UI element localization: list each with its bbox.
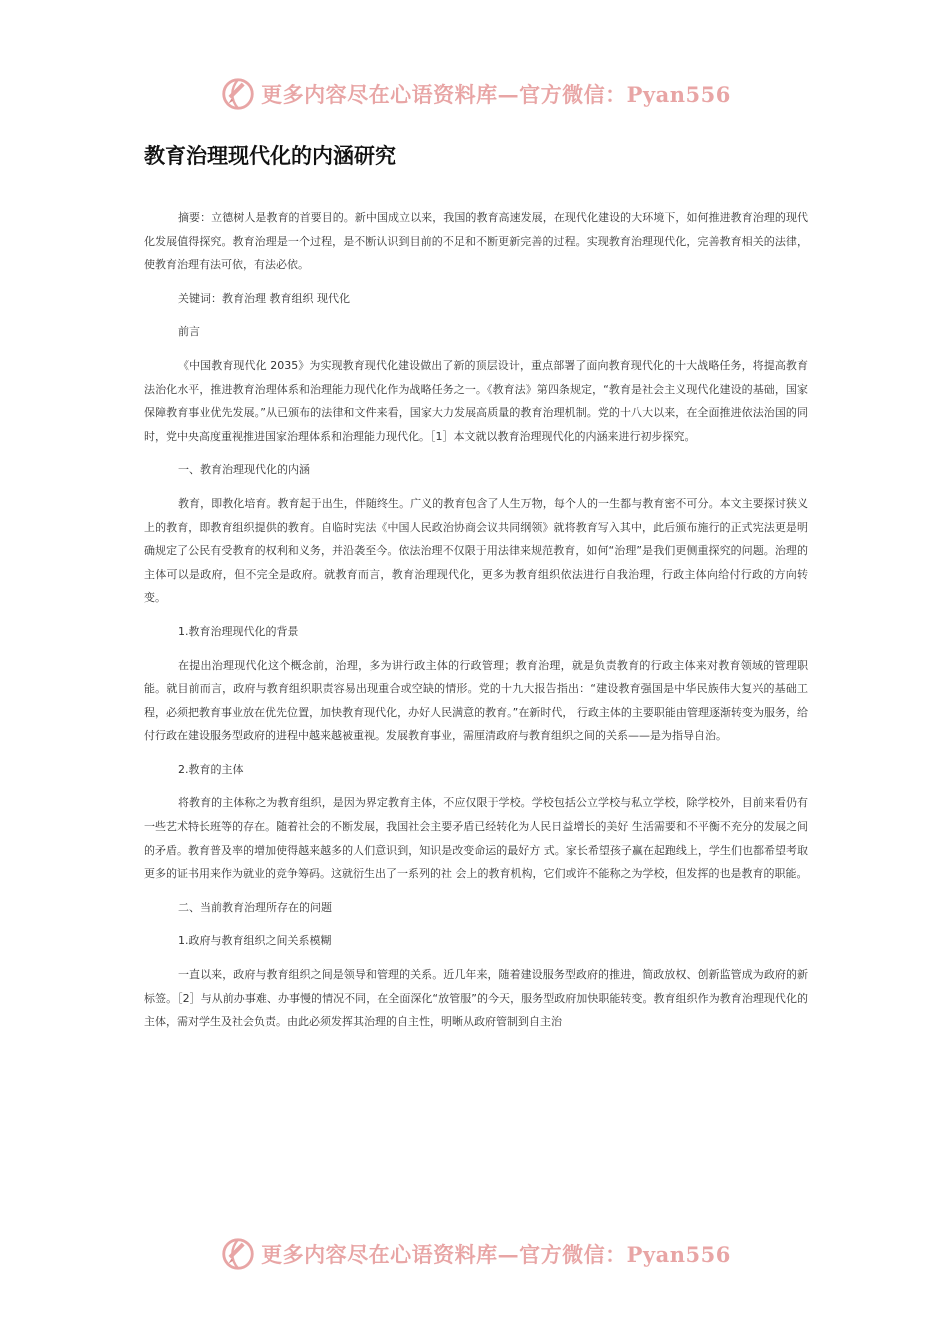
body-paragraph: 教育，即教化培育。教育起于出生，伴随终生。广义的教育包含了人生万物，每个人的一生都与教育密不可分。本文主要探讨狭义上的教育，即教育组织提供的教育。自临时宪法《中国人民政治协商会议共同纲领》就将教育写入其中，此后颁布施行的正式宪法更是明确规定了公民有受教育的权利和义务，并沿袭至今。依法治理不仅限于用法律来规范教育，如何“治理”是我们更侧重探究的问题。治理的主体可以是政府，但不完全是政府。就教育而言，教育治理现代化，更多为教育组织依法进行自我治理，行政主体向给付行政的方向转变。 — [144, 496, 808, 605]
body-paragraph: 将教育的主体称之为教育组织，是因为界定教育主体，不应仅限于学校。学校包括公立学校与私立学校，除学校外，目前来看仍有一些艺术特长班等的存在。随着社会的不断发展，我国社会主要矛盾已经转化为人民日益增长的美好 生活需要和不平衡不充分的发展之间的矛盾。教育普及率的增加使得越来越多的人们意识到，知识是改变命运的最好方 式。家长希望孩子赢在起跑线上，学生们也都希望考取更多的证书用来作为就业的竞争筹码。这就衍生出了一系列的社 会上的教育机构，它们或许不能称之为学校，但发挥的也是教育的职能。 — [144, 796, 808, 881]
body-paragraph: 一直以来，政府与教育组织之间是领导和管理的关系。近几年来，随着建设服务型政府的推进，简政放权、创新监管成为政府的新标签。［2］与从前办事难、办事慢的情况不同，在全面深化“放管服”的今天，服务型政府加快职能转变。教育组织作为教育治理现代化的主体，需对学生及社会负责。由此必须发挥其治理的自主性，明晰从政府管制到自主治 — [144, 968, 808, 1029]
header-banner — [0, 72, 950, 116]
subsection-heading: 1.政府与教育组织之间关系模糊 — [178, 934, 332, 948]
brand-logo-icon — [219, 75, 257, 113]
footer-banner — [0, 1232, 950, 1276]
abstract-paragraph: 摘要：立德树人是教育的首要目的。新中国成立以来，我国的教育高速发展，在现代化建设的大环境下，如何推进教育治理的现代化发展值得探究。教育治理是一个过程，是不断认识到目前的不足和不断更新完善的过程。实现教育治理现代化，完善教育相关的法律，使教育治理有法可依，有法必依。 — [144, 211, 808, 272]
banner-text: 更多内容尽在心语资料库—官方微信：Pyan556 — [261, 82, 731, 107]
banner-text: 更多内容尽在心语资料库—官方微信：Pyan556 — [261, 1242, 731, 1267]
subsection-heading: 1.教育治理现代化的背景 — [178, 624, 299, 638]
section-heading: 一、教育治理现代化的内涵 — [178, 463, 310, 477]
document-body — [144, 206, 808, 1044]
body-paragraph: 在提出治理现代化这个概念前，治理，多为讲行政主体的行政管理；教育治理，就是负责教育的行政主体来对教育领域的管理职能。就目前而言，政府与教育组织职责容易出现重合或空缺的情形。党的十九大报告指出：“建设教育强国是中华民族伟大复兴的基础工程，必须把教育事业放在优先位置，加快教育现代化，办好人民满意的教育。”在新时代， 行政主体的主要职能由管理逐渐转变为服务，给付行政在建设服务型政府的进程中越来越被重视。发展教育事业，需厘清政府与教育组织之间的关系——是为指导自治。 — [144, 658, 808, 743]
body-paragraph: 《中国教育现代化 2035》为实现教育现代化建设做出了新的顶层设计，重点部署了面向教育现代化的十大战略任务，将提高教育法治化水平，推进教育治理体系和治理能力现代化作为战略任务之一。《教育法》第四条规定，“教育是社会主义现代化建设的基础，国家保障教育事业优先发展。”从已颁布的法律和文件来看，国家大力发展高质量的教育治理机制。党的十八大以来，在全面推进依法治国的同时，党中央高度重视推进国家治理体系和治理能力现代化。［1］本文就以教育治理现代化的内涵来进行初步探究。 — [144, 358, 808, 443]
section-heading: 二、当前教育治理所存在的问题 — [178, 900, 332, 914]
section-heading: 前言 — [178, 325, 200, 339]
keywords-line: 关键词：教育治理 教育组织 现代化 — [178, 291, 350, 305]
document-title: 教育治理现代化的内涵研究 — [144, 144, 396, 168]
subsection-heading: 2.教育的主体 — [178, 762, 244, 776]
brand-logo-icon — [219, 1235, 257, 1273]
